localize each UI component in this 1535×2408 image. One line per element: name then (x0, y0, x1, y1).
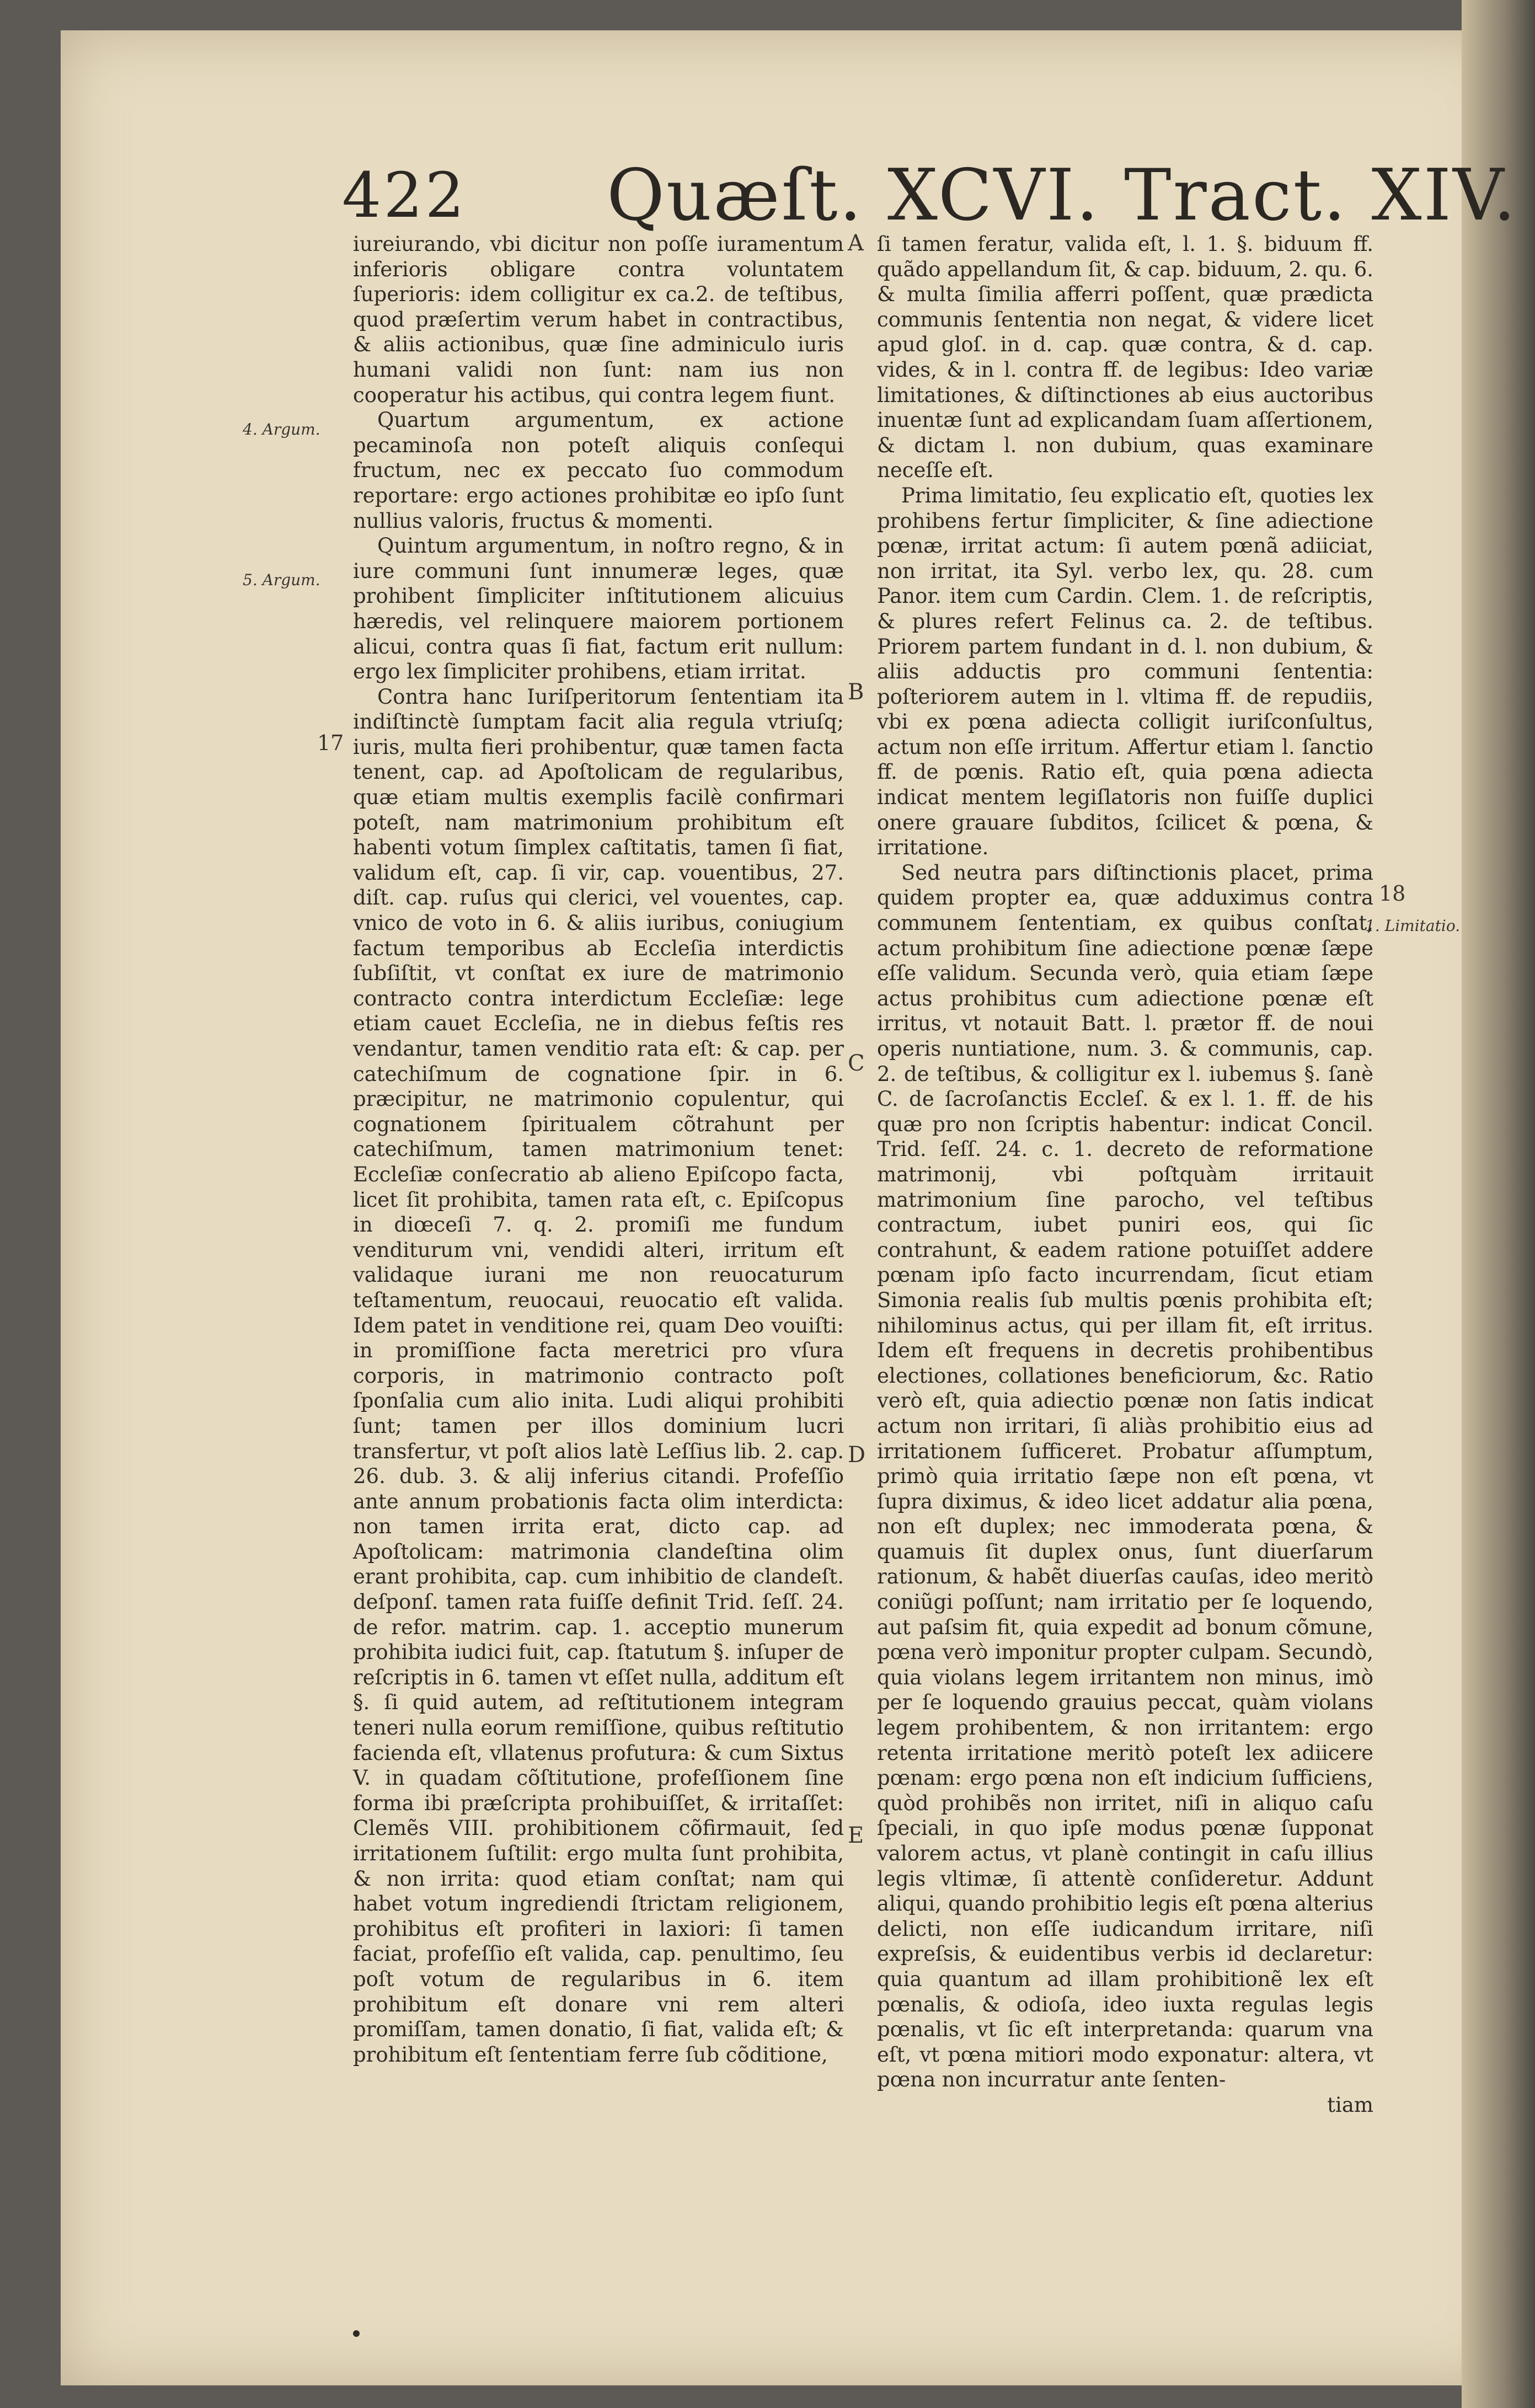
section-letter-a: A (848, 231, 864, 256)
margin-note-arg5: 5. Argum. (243, 571, 320, 589)
paragraph: Contra hanc Iuriſperitorum ſententiam ita indiſtinctè ſumptam facit alia regula vtriuſq; iuris, multa fieri prohibentur, quæ tamen facta tenent, cap. ad Apoſtolicam de regularibus, quæ etiam multis exemplis facilè confirmari poteſt, nam matrimonium prohibitum eſt habenti votum ſimplex caſtitatis, tamen ſi fiat, validum eſt, cap. ſi vir, cap. vouentibus, 27. diſt. cap. ruſus qui clerici, vel vouentes, cap. vnico de voto in 6. & aliis iuribus, coniugium factum temporibus ab Eccleſia interdictis ſubſiſtit, vt conſtat ex iure de matrimonio contracto contra interdictum Eccleſiæ: lege etiam cauet Eccleſia, ne in diebus feſtis res vendantur, tamen venditio rata eſt: & cap. per catechiſmum de cognatione ſpir. in 6. præcipitur, ne matrimonio copulentur, qui cognationem ſpiritualem cõtrahunt per catechiſmum, tamen matrimonium tenet: Eccleſiæ conſecratio ab alieno Epiſcopo facta, licet ſit prohibita, tamen rata eſt, c. Epiſcopus in diœceſi 7. q. 2. promiſi me fundum venditurum vni, vendidi alteri, irritum eſt validaque iurani me non reuocaturum teſtamentum, reuocaui, reuocatio eſt valida. Idem patet in venditione rei, quam Deo vouiſti: in promiſſione facta meretrici pro vſura corporis, in matrimonio contracto poſt ſponſalia cum alio inita. Ludi aliqui prohibiti ſunt; tamen per illos dominium lucri transfertur, vt poſt alios latè Leſſius lib. 2. cap. 26. dub. 3. & alij inferius citandi. Profeſſio ante annum probationis facta olim interdicta: non tamen irrita erat, dicto cap. ad Apoſtolicam: matrimonia clandeſtina olim erant prohibita, cap. cum inhibitio de clandeſt. deſponſ. tamen rata fuiſſe definit Trid. ſeſſ. 24. de refor. matrim. cap. 1. acceptio munerum prohibita iudici fuit, cap. ſtatutum §. inſuper de reſcriptis in 6. tamen vt eſſet nulla, additum eſt §. ſi quid autem, ad reſtitutionem integram teneri nulla eorum remiſſione, quibus reſtitutio facienda eſt, vllatenus profutura: & cum Sixtus V. in quadam cõſtitutione, profeſſionem ſine forma ibi præſcripta prohibuiſſet, & irritaſſet: Clemẽs VIII. prohibitionem cõfirmauit, ſed irritationem ſuſtilit: ergo multa ſunt prohibita, & non irrita: quod etiam conſtat; nam qui habet votum ingrediendi ſtrictam religionem, prohibitus eſt profiteri in laxiori: ſi tamen faciat, profeſſio eſt valida, cap. penultimo, ſeu poſt votum de regularibus in 6. item prohibitum eſt donare vni rem alteri promiſſam, tamen donatio, ſi fiat, valida eſt; & prohibitum eſt ſententiam ferre ſub cõditione, (353, 684, 844, 2067)
paragraph: ſi tamen feratur, valida eſt, l. 1. §. biduum ff. quãdo appellandum ſit, & cap. biduum, 2. qu. 6. & multa ſimilia afferri poſſent, quæ prædicta communis ſententia non negat, & videre licet apud gloſ. in d. cap. quæ contra, & d. cap. vides, & in l. contra ff. de legibus: Ideo variæ limitationes, & diſtinctiones ab eius auctoribus inuentæ ſunt ad explicandam ſuam aſſertionem, & dictam l. non dubium, quas examinare neceſſe eſt. (877, 232, 1374, 483)
section-letter-b: B (848, 679, 864, 705)
catchword: tiam (1327, 2093, 1373, 2117)
page-fold-shadow (1462, 0, 1535, 2408)
paragraph: Prima limitatio, ſeu explicatio eſt, quoties lex prohibens fertur ſimpliciter, & ſine adiectione pœnæ, irritat actum: ſi autem pœnã adiiciat, non irritat, ita Syl. verbo lex, qu. 28. cum Panor. item cum Cardin. Clem. 1. de reſcriptis, & plures refert Felinus ca. 2. de teſtibus. Priorem partem fundant in d. l. non dubium, & aliis adductis pro communi ſententia: poſteriorem autem in l. vltima ff. de repudiis, vbi ex pœna adiecta colligit iuriſconſultus, actum non eſſe irritum. Affertur etiam l. ſanctio ff. de pœnis. Ratio eſt, quia pœna adiecta indicat mentem legiſlatoris non fuiſſe duplici onere grauare ſubditos, ſcilicet & pœna, & irritatione. (877, 483, 1373, 860)
margin-note-limitatio: 1. Limitatio. (1365, 917, 1461, 935)
margin-note-arg4: 4. Argum. (243, 420, 320, 438)
section-letter-d: D (848, 1442, 866, 1468)
running-head: Quæſt. XCVI. Tract. XIV. (607, 154, 1517, 237)
paragraph: Sed neutra pars diſtinctionis placet, prima quidem propter ea, quæ adduximus contra communem ſententiam, ex quibus conſtat, actum prohibitum ſine adiectione pœnæ ſæpe eſſe validum. Secunda verò, quia etiam ſæpe actus prohibitus cum adiectione pœnæ eſt irritus, vt notauit Batt. l. prætor ff. de noui operis nuntiatione, num. 3. & communis, cap. 2. de teſtibus, & colligitur ex l. iubemus §. ſanè C. de ſacroſanctis Eccleſ. & ex l. 1. ff. de his quæ pro non ſcriptis habentur: indicat Concil. Trid. ſeſſ. 24. c. 1. decreto de reformatione matrimonij, vbi poſtquàm irritauit matrimonium ſine parocho, vel teſtibus contractum, iubet puniri eos, qui ſic contrahunt, & eadem ratione potuiſſet addere pœnam ipſo facto incurrendam, ſicut etiam Simonia realis ſub multis pœnis prohibita eſt; nihilominus actus, qui per illam fit, eſt irritus. Idem eſt frequens in decretis prohibentibus electiones, collationes beneficiorum, &c. Ratio verò eſt, quia adiectio pœnæ non ſatis indicat actum non irritari, ſi aliàs prohibitio eius ad irritationem ſufficeret. Probatur aſſumptum, primò quia irritatio ſæpe non eſt pœna, vt ſupra diximus, & ideo licet addatur alia pœna, non eſt duplex; nec immoderata pœna, & quamuis ſit duplex onus, ſunt diuerſarum rationum, & habẽt diuerſas cauſas, ideo meritò coniũgi poſſunt; nam irritatio per ſe loquendo, aut paſsim fit, quia expedit ad bonum cõmune, pœna verò imponitur propter culpam. Secundò, quia violans legem irritantem non minus, imò per ſe loquendo grauius peccat, quàm violans legem prohibentem, & non irritantem: ergo retenta irritatione meritò poteſt lex adiicere pœnam: ergo pœna non eſt indicium ſufficiens, quòd prohibẽs non irritet, niſi in aliquo caſu ſpeciali, in quo ipſe modus pœnæ ſupponat valorem actus, vt planè contingit in caſu illius legis vltimæ, ſi attentè conſideretur. Addunt aliqui, quando prohibitio legis eſt pœna alterius delicti, non eſſe iudicandum irritare, niſi expreſsis, & euidentibus verbis id declaretur: quia quantum ad illam prohibitionẽ lex eſt pœnalis, & odioſa, ideo iuxta regulas legis pœnalis, vt ſic eſt interpretanda: quarum vna eſt, vt pœna mitiori modo exponatur: altera, vt pœna non incurratur ante ſenten- (877, 860, 1373, 2092)
right-text-column (877, 232, 1373, 2118)
ink-dot (353, 2330, 360, 2337)
section-letter-e: E (848, 1823, 864, 1848)
left-text-column (353, 232, 844, 2067)
section-number-17: 17 (317, 731, 344, 755)
page-header (342, 154, 1517, 237)
section-number-18: 18 (1379, 881, 1406, 906)
paragraph: Quintum argumentum, in noſtro regno, & in iure communi ſunt innumeræ leges, quæ prohibent ſimpliciter inſtitutionem alicuius hæredis, vel relinquere maiorem portionem alicui, contra quas ſi fiat, factum erit nullum: ergo lex ſimpliciter prohibens, etiam irritat. (353, 534, 844, 684)
section-letter-c: C (848, 1051, 865, 1076)
page-number: 422 (342, 160, 467, 232)
paragraph: iureiurando, vbi dicitur non poſſe iuramentum inferioris obligare contra voluntatem ſuperioris: idem colligitur ex ca.2. de teſtibus, quod præſertim verum habet in contractibus, & aliis actionibus, quæ ſine adminiculo iuris humani validi non ſunt: nam ius non cooperatur his actibus, qui contra legem fiunt. (353, 232, 844, 407)
paragraph: Quartum argumentum, ex actione pecaminoſa non poteſt aliquis conſequi fructum, nec ex peccato ſuo commodum reportare: ergo actiones prohibitæ eo ipſo ſunt nullius valoris, fructus & momenti. (353, 408, 844, 533)
